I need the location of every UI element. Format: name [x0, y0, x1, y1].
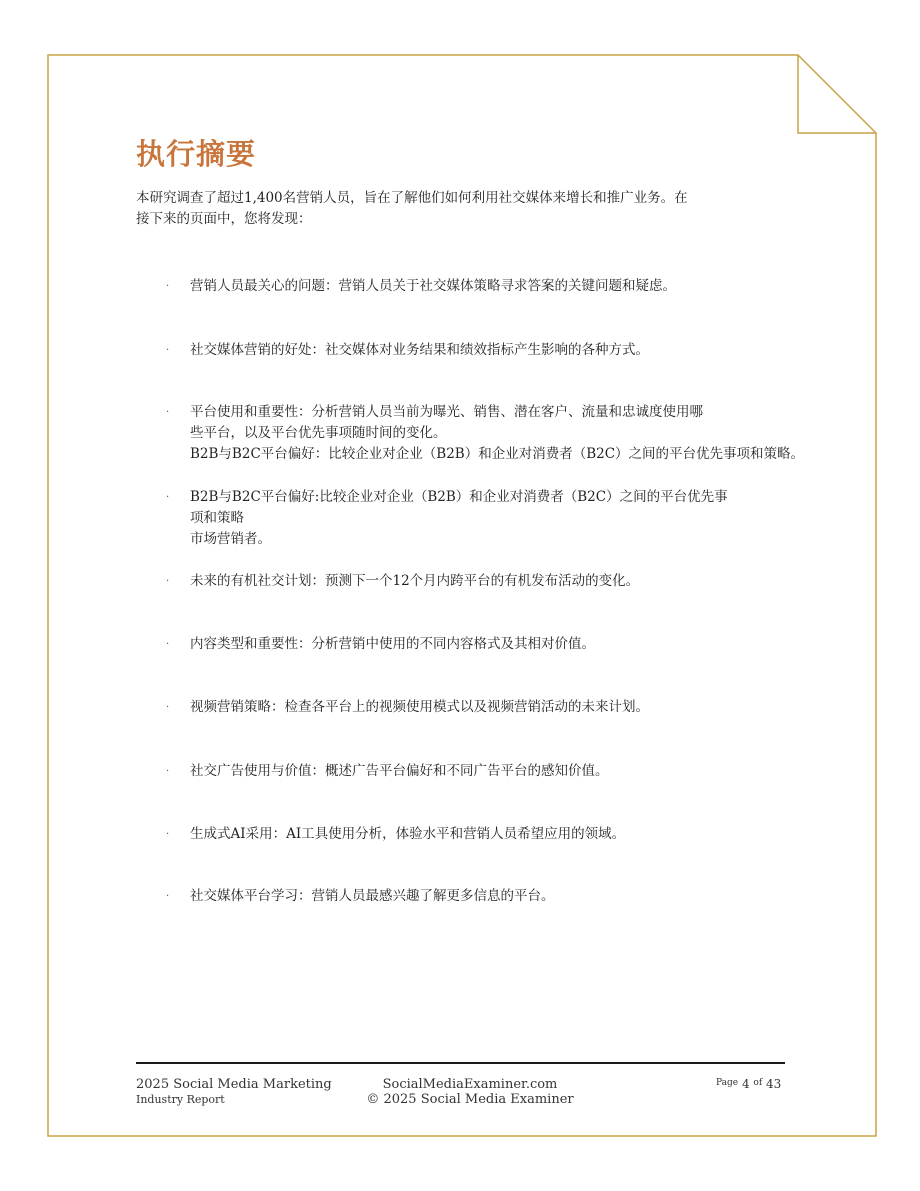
footer-report-line2: Industry Report: [136, 1093, 225, 1106]
bullet-dot-icon: ·: [166, 576, 170, 587]
bullet-text-line: B2B与B2C平台偏好:比较企业对企业（B2B）和企业对消费者（B2C）之间的平台优先事: [190, 489, 728, 505]
bullet-text-line: 项和策略: [190, 510, 244, 526]
bullet-item: [166, 634, 920, 655]
bullet-item: [166, 571, 920, 592]
bullet-item: [166, 761, 920, 782]
bullet-item: [166, 276, 920, 297]
page-label: Page: [716, 1078, 739, 1088]
footer-report-line1: 2025 Social Media Marketing: [136, 1077, 332, 1092]
bullet-dot-icon: ·: [166, 492, 170, 503]
footer-copyright: © 2025 Social Media Examiner: [366, 1092, 574, 1107]
bullet-text-line: 社交媒体营销的好处：社交媒体对业务结果和绩效指标产生影响的各种方式。: [190, 342, 649, 358]
bullet-text-line: 视频营销策略：检查各平台上的视频使用模式以及视频营销活动的未来计划。: [190, 699, 649, 715]
footer-site-link[interactable]: SocialMediaExaminer.com: [382, 1077, 558, 1092]
page-total: 43: [765, 1077, 782, 1091]
bullet-item: [166, 402, 920, 465]
page-indicator: [716, 1077, 781, 1091]
footer-site-info: [360, 1077, 580, 1107]
intro-line: 接下来的页面中，您将发现：: [136, 211, 312, 227]
bullet-dot-icon: ·: [166, 891, 170, 902]
bullet-dot-icon: ·: [166, 829, 170, 840]
bullet-dot-icon: ·: [166, 639, 170, 650]
bullet-text-line: 社交广告使用与价值：概述广告平台偏好和不同广告平台的感知价值。: [190, 763, 609, 779]
bullet-text-line: 市场营销者。: [190, 531, 271, 547]
main-content: [136, 136, 876, 230]
bullet-dot-icon: ·: [166, 281, 170, 292]
bullet-item: [166, 886, 920, 907]
page-number: 4: [741, 1077, 750, 1091]
bullet-text-line: 生成式AI采用：AI工具使用分析，体验水平和营销人员希望应用的领域。: [190, 826, 626, 842]
bullet-dot-icon: ·: [166, 345, 170, 356]
footer-divider: [136, 1062, 785, 1064]
bullet-item: [166, 824, 920, 845]
bullet-text-line: 营销人员最关心的问题：营销人员关于社交媒体策略寻求答案的关键问题和疑虑。: [190, 278, 676, 294]
intro-paragraph: [136, 188, 746, 230]
bullet-dot-icon: ·: [166, 702, 170, 713]
bullet-text-line: 社交媒体平台学习：营销人员最感兴趣了解更多信息的平台。: [190, 888, 555, 904]
bullet-text-line: 些平台，以及平台优先事项随时间的变化。: [190, 425, 447, 441]
of-label: of: [753, 1078, 763, 1088]
bullet-dot-icon: ·: [166, 407, 170, 418]
bullet-dot-icon: ·: [166, 766, 170, 777]
bullet-item: [166, 697, 920, 718]
footer-report-title: [136, 1077, 332, 1107]
page-title: 执行摘要: [136, 137, 257, 171]
bullet-text-line: 平台使用和重要性：分析营销人员当前为曝光、销售、潜在客户、流量和忠诚度使用哪: [190, 404, 703, 420]
bullet-item: [166, 487, 920, 550]
bullet-item: [166, 340, 920, 361]
bullet-text-line: 内容类型和重要性：分析营销中使用的不同内容格式及其相对价值。: [190, 636, 595, 652]
bullet-text-line: 未来的有机社交计划：预测下一个12个月内跨平台的有机发布活动的变化。: [190, 573, 640, 589]
bullet-text-line: B2B与B2C平台偏好：比较企业对企业（B2B）和企业对消费者（B2C）之间的平台优先事项和策略。: [190, 446, 805, 462]
intro-line: 本研究调查了超过1,400名营销人员，旨在了解他们如何利用社交媒体来增长和推广业务。在: [136, 190, 688, 206]
